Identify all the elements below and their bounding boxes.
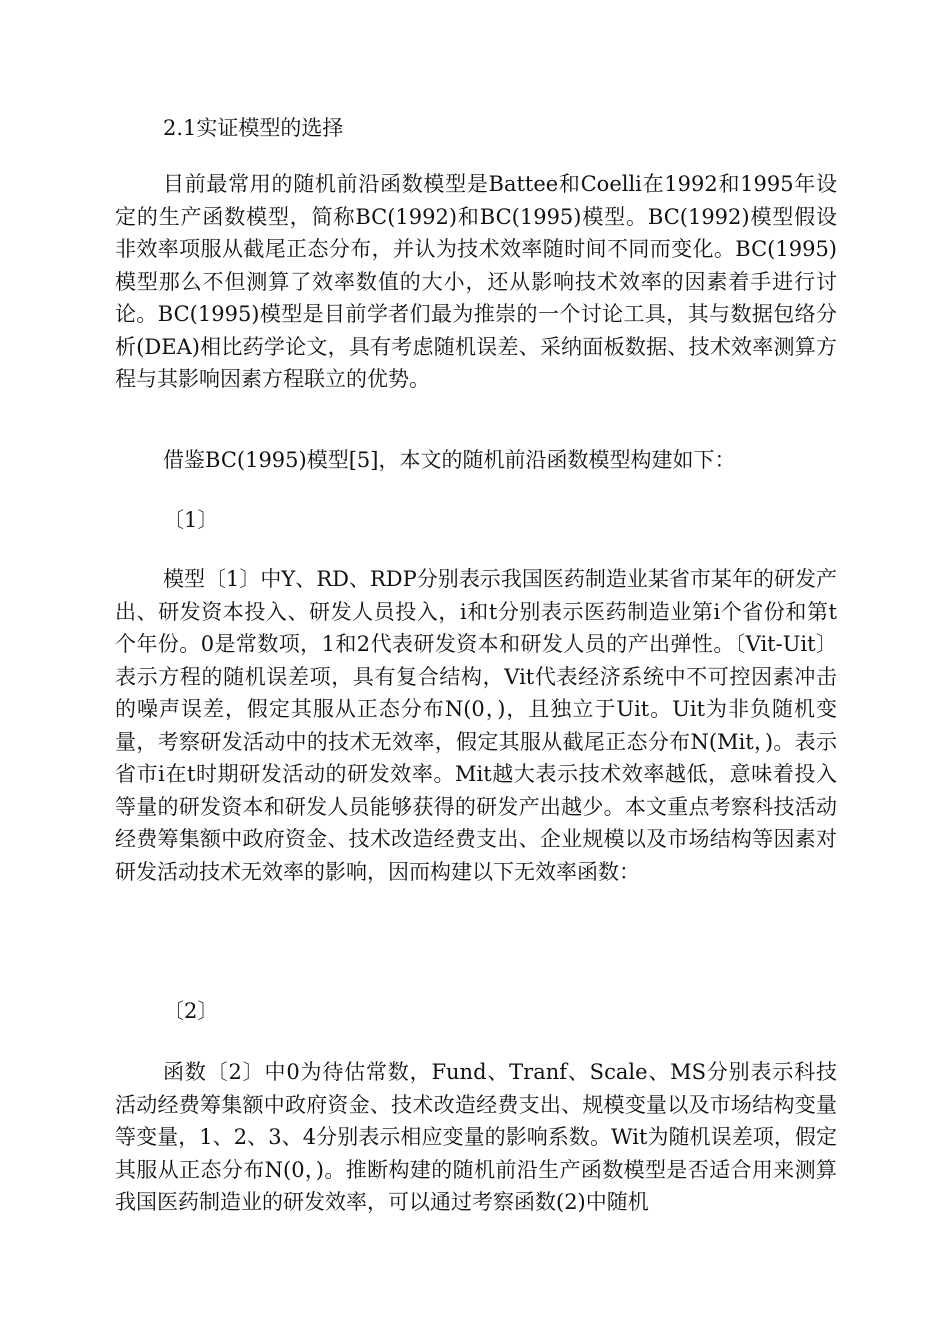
- paragraph-inefficiency-function: 函数〔2〕中0为待估常数，Fund、Tranf、Scale、MS分别表示科技活动经费筹集额中政府资金、技术改造经费支出、规模变量以及市场结构变量等变量，1、2、3、4分别表示相应变量的影响系数。Wit为随机误差项，假定其服从正态分布N(0，)。推断构建的随机前沿生产函数模型是否适合用来测算我国医药制造业的研发效率，可以通过考察函数(2)中随机: [115, 1060, 837, 1214]
- paragraph-model-explanation: 模型〔1〕中Y、RD、RDP分别表示我国医药制造业某省市某年的研发产出、研发资本投入、研发人员投入，i和t分别表示医药制造业第i个省份和第t个年份。0是常数项，1和2代表研发资本和研发人员的产出弹性。〔Vit-Uit〕表示方程的随机误差项，具有复合结构，Vit代表经济系统中不可控因素冲击的噪声误差，假定其服从正态分布N(0，)，且独立于Uit。Uit为非负随机变量，考察研发活动中的技术无效率，假定其服从截尾正态分布N(Mit，)。表示省市i在t时期研发活动的研发效率。Mit越大表示技术效率越低，意味着投入等量的研发资本和研发人员能够获得的研发产出越少。本文重点考察科技活动经费筹集额中政府资金、技术改造经费支出、企业规模以及市场结构等因素对研发活动技术无效率的影响，因而构建以下无效率函数：: [115, 567, 837, 884]
- section-heading: 2.1实证模型的选择: [163, 116, 344, 140]
- paragraph-model-construction: 借鉴BC(1995)模型[5]，本文的随机前沿函数模型构建如下：: [163, 448, 736, 472]
- paragraph-model-intro: 目前最常用的随机前沿函数模型是Battee和Coelli在1992和1995年设定的生产函数模型，简称BC(1992)和BC(1995)模型。BC(1992)模型假设非效率项服从截尾正态分布，并认为技术效率随时间不同而变化。BC(1995)模型那么不但测算了效率数值的大小，还从影响技术效率的因素着手进行讨论。BC(1995)模型是目前学者们最为推崇的一个讨论工具，其与数据包络分析(DEA)相比药学论文，具有考虑随机误差、采纳面板数据、技术效率测算方程与其影响因素方程联立的优势。: [115, 172, 837, 391]
- equation-2-label: 〔2〕: [163, 999, 219, 1023]
- equation-1-label: 〔1〕: [163, 508, 219, 532]
